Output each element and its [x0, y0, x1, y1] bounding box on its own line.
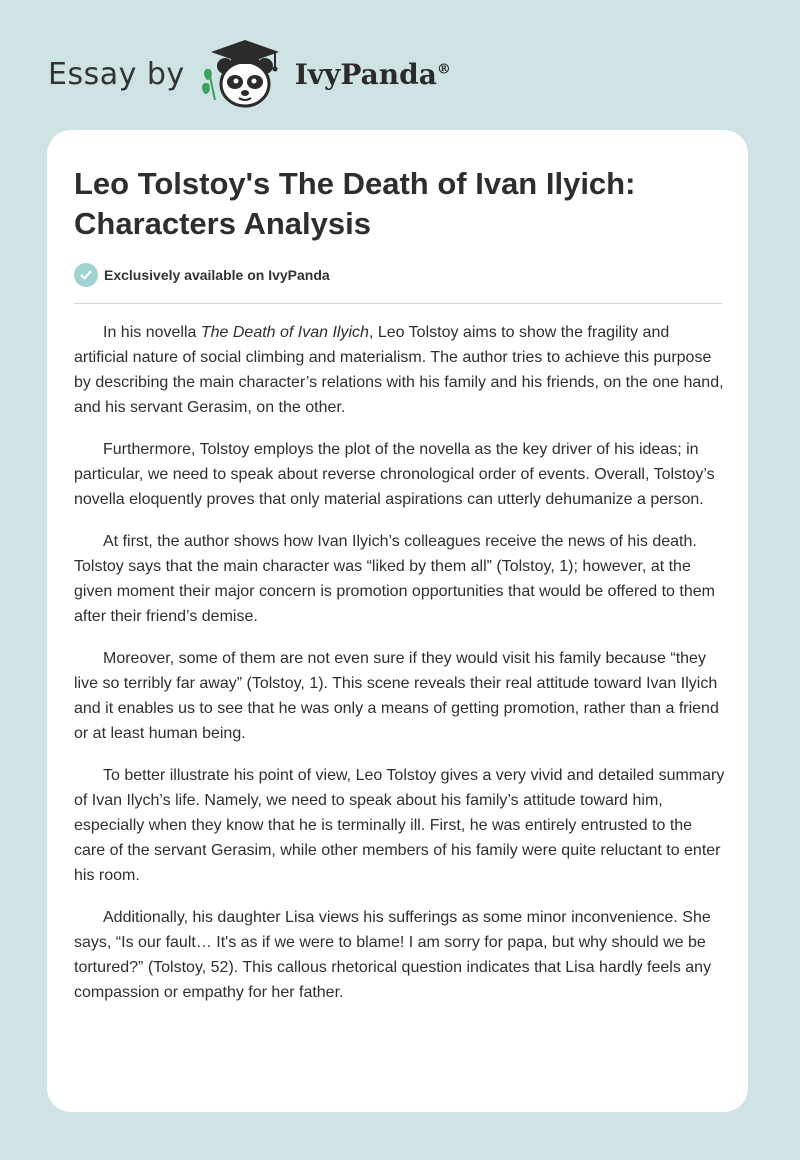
book-title: The Death of Ivan Ilyich [200, 324, 369, 341]
paragraph-6: Additionally, his daughter Lisa views his sufferings as some minor inconvenience. She says, “Is our fault… It's as if we were to blame! I am sorry for papa, but why should we be tortured?” (Tolstoy, 52). This callous rhetorical question indicates that Lisa hardly feels any compassion or empathy for her father. [74, 909, 712, 1001]
paragraph-4: Moreover, some of them are not even sure if they would visit his family because “they live so terribly far away” (Tolstoy, 1). This scene reveals their real attitude toward Ivan Ilyich and it enables us to see that he was only a means of getting promotion, rather than a friend or at least human being. [74, 650, 719, 742]
brand-header [48, 36, 451, 112]
registered-mark: ® [436, 61, 451, 78]
essay-body [74, 320, 726, 1022]
essay-card [47, 130, 748, 1112]
exclusive-badge [74, 263, 330, 287]
divider [74, 303, 722, 304]
paragraph-5: To better illustrate his point of view, Leo Tolstoy gives a very vivid and detailed summary of Ivan Ilych’s life. Namely, we need to speak about his family’s attitude toward him, especially when they know that he is terminally ill. First, he was entirely entrusted to the care of the servant Gerasim, while other members of his family were quite reluctant to enter his room. [74, 767, 725, 884]
paragraph-1: In his novella The Death of Ivan Ilyich, Leo Tolstoy aims to show the fragility and artificial nature of social climbing and materialism. The author tries to achieve this purpose by describing the main character’s relations with his family and his friends, on the one hand, and his servant Gerasim, on the other. [74, 324, 724, 416]
page-title: Leo Tolstoy's The Death of Ivan Ilyich: Characters Analysis [74, 166, 636, 241]
paragraph-2: Furthermore, Tolstoy employs the plot of the novella as the key driver of his ideas; in particular, we need to speak about reverse chronological order of events. Overall, Tolstoy’s novella eloquently proves that only material aspirations can utterly dehumanize a person. [74, 441, 715, 508]
paragraph-3: At first, the author shows how Ivan Ilyich’s colleagues receive the news of his death. Tolstoy says that the main character was “liked by them all” (Tolstoy, 1); however, at the given moment their major concern is promotion opportunities that would be offered to them after their friend’s demise. [74, 533, 715, 625]
panda-graduation-cap-icon [199, 36, 289, 112]
brand-prefix: Essay by [48, 56, 185, 92]
badge-text: Exclusively available on IvyPanda [104, 267, 330, 283]
brand-name: IvyPanda® [294, 57, 451, 91]
check-circle-icon [74, 263, 98, 287]
